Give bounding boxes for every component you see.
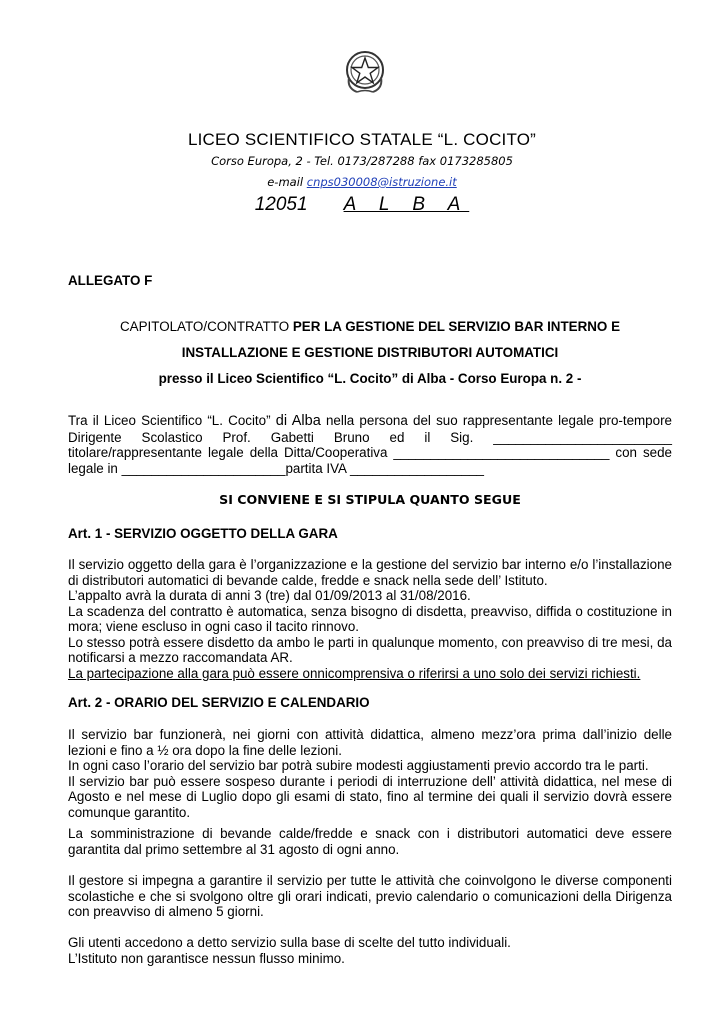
art1-line: La scadenza del contratto è automatica, senza bisogno di disdetta, preavviso, diffida o costituzione in bbox=[68, 603, 672, 619]
school-email bbox=[0, 175, 724, 189]
art2-line: comunque garantito. bbox=[68, 804, 191, 820]
title-normal: CAPITOLATO/CONTRATTO bbox=[120, 319, 293, 334]
art1-line: La partecipazione alla gara può essere onnicomprensiva o riferirsi a uno solo dei servizi richiesti. bbox=[68, 665, 641, 681]
parties-line: legale in ______________________partita IVA __________________ bbox=[68, 460, 484, 476]
art2-line: In ogni caso l’orario del servizio bar potrà subire modesti aggiustamenti previo accordo tra le parti. bbox=[68, 758, 649, 773]
art2-line: scolastiche e che si svolgono oltre gli orari indicati, previo calendario o comunicazioni della Dirigenza bbox=[68, 888, 672, 904]
art2-line: Gli utenti accedono a detto servizio sulla base di scelte del tutto individuali. bbox=[68, 935, 511, 950]
art2-line: lezioni e fino a ½ ora dopo la fine delle lezioni. bbox=[68, 742, 342, 758]
art2-line: Agosto e nel mese di Luglio dopo gli esami di stato, fino al termine dei quali il servizio dovrà essere bbox=[68, 789, 672, 804]
art2-body bbox=[68, 727, 672, 820]
art2-line: L’Istituto non garantisce nessun flusso minimo. bbox=[68, 950, 345, 966]
republic-emblem-icon bbox=[343, 48, 387, 96]
contract-title-line3: presso il Liceo Scientifico “L. Cocito” di Alba - Corso Europa n. 2 - bbox=[158, 371, 582, 386]
art2-line: garantita dal primo settembre al 31 agosto di ogni anno. bbox=[68, 841, 400, 857]
art1-line: notificarsi a mezzo raccomandata AR. bbox=[68, 650, 293, 665]
art1-heading: Art. 1 - SERVIZIO OGGETTO DELLA GARA bbox=[68, 526, 338, 541]
school-city bbox=[0, 194, 724, 216]
email-link[interactable]: cnps030008@istruzione.it bbox=[306, 175, 457, 189]
art1-line: mora; viene escluso in ogni caso il tacito rinnovo. bbox=[68, 619, 360, 634]
parties-paragraph bbox=[68, 413, 672, 476]
parties-text: nella persona del suo rappresentante legale pro-tempore bbox=[320, 413, 672, 428]
contract-title-line1 bbox=[68, 319, 672, 335]
art1-line: L’appalto avrà la durata di anni 3 (tre) dal 01/09/2013 al 31/08/2016. bbox=[68, 588, 471, 603]
parties-line: titolare/rappresentante legale della Ditta/Cooperativa _____________________________ con sede bbox=[68, 445, 672, 460]
parties-text: Tra il Liceo Scientifico “L. Cocito” bbox=[68, 413, 276, 428]
school-name: LICEO SCIENTIFICO STATALE “L. COCITO” bbox=[187, 130, 537, 149]
city-cap: 12051 bbox=[254, 194, 308, 215]
art1-line: Il servizio oggetto della gara è l’organizzazione e la gestione del servizio bar interno e/o l’installazione bbox=[68, 557, 672, 572]
email-label: e-mail bbox=[267, 175, 307, 189]
parties-line: Dirigente Scolastico Prof. Gabetti Bruno ed il Sig. ________________________ bbox=[68, 429, 672, 445]
art1-line: Lo stesso potrà essere disdetto da ambo le parti in qualunque momento, con preavviso di tre mesi, da bbox=[68, 634, 672, 650]
art2-line: Il gestore si impegna a garantire il servizio per tutte le attività che coinvolgono le diverse componenti bbox=[68, 873, 672, 888]
art2-line: Il servizio bar funzionerà, nei giorni con attività didattica, almeno mezz’ora prima dall’inizio delle bbox=[68, 727, 672, 742]
art1-body bbox=[68, 557, 672, 681]
art2-line: con preavviso di almeno 5 giorni. bbox=[68, 904, 264, 919]
art2-line: La somministrazione di bevande calde/fredde e snack con i distributori automatici deve essere bbox=[68, 826, 672, 841]
art2-heading: Art. 2 - ORARIO DEL SERVIZIO E CALENDARIO bbox=[68, 695, 370, 710]
art2-gestore bbox=[68, 873, 672, 920]
art1-line: di distributori automatici di bevande calde, fredde e snack nella sede dell’ Istituto. bbox=[68, 572, 548, 588]
school-address: Corso Europa, 2 - Tel. 0173/287288 fax 0173285805 bbox=[211, 154, 513, 168]
art2-line: Il servizio bar può essere sospeso durante i periodi di interruzione dell’ attività didattica, nel mese di bbox=[68, 773, 672, 789]
conviene-heading: SI CONVIENE E SI STIPULA QUANTO SEGUE bbox=[219, 492, 521, 507]
allegato-label: ALLEGATO F bbox=[68, 273, 153, 288]
art2-distributori bbox=[68, 826, 672, 857]
parties-city: di Alba bbox=[275, 413, 321, 429]
art2-utenti bbox=[68, 935, 672, 966]
city-name: A L B A bbox=[343, 194, 470, 215]
title-bold: PER LA GESTIONE DEL SERVIZIO BAR INTERNO E bbox=[292, 319, 620, 334]
contract-title-line2: INSTALLAZIONE E GESTIONE DISTRIBUTORI AUTOMATICI bbox=[181, 345, 559, 360]
